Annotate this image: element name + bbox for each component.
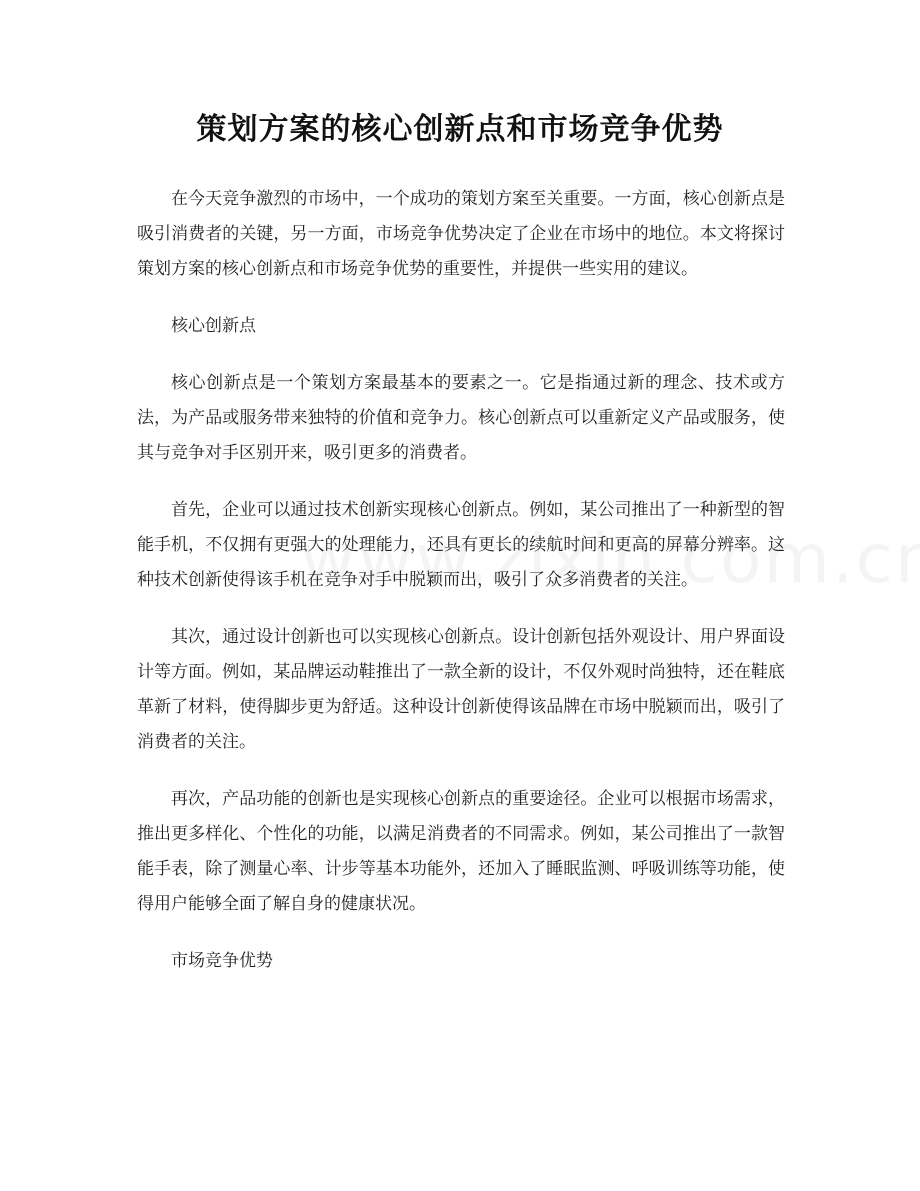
paragraph-design-innovation: 其次，通过设计创新也可以实现核心创新点。设计创新包括外观设计、用户界面设计等方面。例如，某品牌运动鞋推出了一款全新的设计，不仅外观时尚独特，还在鞋底革新了材料，使得脚步更为舒适。这种设计创新使得该品牌在市场中脱颖而出，吸引了消费者的关注。	[137, 627, 785, 752]
paragraph-tech-innovation: 首先，企业可以通过技术创新实现核心创新点。例如，某公司推出了一种新型的智能手机，不仅拥有更强大的处理能力，还具有更长的续航时间和更高的屏幕分辨率。这种技术创新使得该手机在竞争对手中脱颖而出，吸引了众多消费者的关注。	[137, 500, 785, 590]
document-body	[137, 182, 785, 1001]
paragraph-core-definition: 核心创新点是一个策划方案最基本的要素之一。它是指通过新的理念、技术或方法，为产品或服务带来独特的价值和竞争力。核心创新点可以重新定义产品或服务，使其与竞争对手区别开来，吸引更多的消费者。	[137, 373, 785, 463]
section-heading-market-advantage: 市场竞争优势	[171, 951, 273, 971]
paragraph-function-innovation: 再次，产品功能的创新也是实现核心创新点的重要途径。企业可以根据市场需求，推出更多样化、个性化的功能，以满足消费者的不同需求。例如，某公司推出了一款智能手表，除了测量心率、计步等基本功能外，还加入了睡眠监测、呼吸训练等功能，使得用户能够全面了解自身的健康状况。	[137, 789, 785, 914]
document-title: 策划方案的核心创新点和市场竞争优势	[196, 112, 724, 147]
intro-paragraph: 在今天竞争激烈的市场中，一个成功的策划方案至关重要。一方面，核心创新点是吸引消费者的关键，另一方面，市场竞争优势决定了企业在市场中的地位。本文将探讨策划方案的核心创新点和市场竞争优势的重要性，并提供一些实用的建议。	[137, 189, 785, 279]
section-heading-core-innovation: 核心创新点	[171, 316, 256, 336]
